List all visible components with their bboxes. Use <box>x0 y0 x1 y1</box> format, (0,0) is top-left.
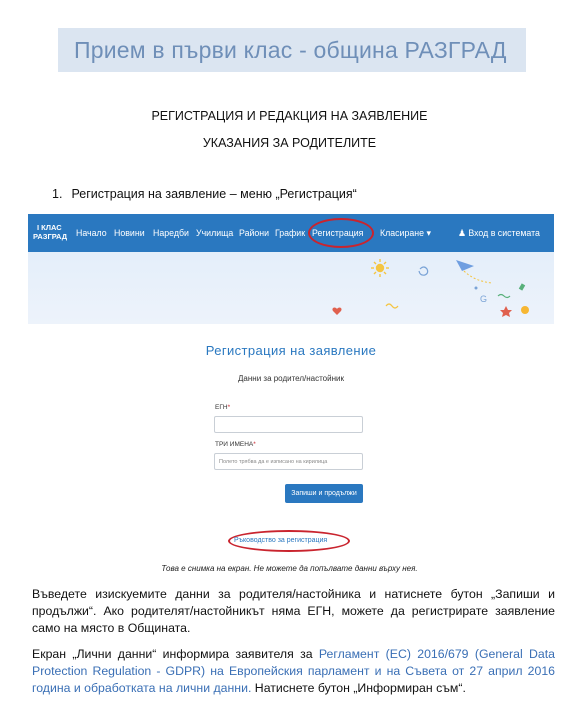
form-subtitle: Данни за родител/настойник <box>238 374 344 383</box>
logo-line-2: РАЗГРАД <box>33 232 68 241</box>
paper-plane-icon <box>456 260 474 271</box>
save-continue-button[interactable]: Запиши и продължи <box>285 484 363 503</box>
section-1-heading <box>52 187 357 201</box>
sun-icon <box>371 259 389 277</box>
form-title: Регистрация на заявление <box>205 343 377 358</box>
paragraph-instructions: Въведете изискуемите данни за родителя/настойника и натиснете бутон „Запиши и продължи“. Ако родителят/настойникът няма ЕГН, можете да регистрирате заявление само на място в Общината. <box>32 587 555 635</box>
nav-schedule[interactable]: График <box>275 228 306 238</box>
section-text: Регистрация на заявление – меню „Регистрация“ <box>71 187 357 201</box>
nav-districts[interactable]: Райони <box>239 228 270 238</box>
names-required-mark: * <box>253 441 256 448</box>
nav-schools[interactable]: Училища <box>196 228 234 238</box>
site-navbar <box>28 214 554 252</box>
nav-login[interactable] <box>458 228 540 239</box>
nav-regulations[interactable]: Наредби <box>153 228 189 238</box>
egn-input[interactable] <box>214 416 363 433</box>
paragraph-gdpr-intro: Екран „Лични данни“ информира заявителя за <box>32 647 319 661</box>
letter-g-icon: G <box>480 294 488 304</box>
egn-label-text: ЕГН <box>215 404 228 411</box>
egn-required-mark: * <box>227 404 231 411</box>
logo-line-1: I КЛАС <box>37 223 62 232</box>
nav-login-label: Вход в системата <box>468 228 540 238</box>
names-label <box>215 441 256 448</box>
names-input[interactable]: Полето трябва да е изписано на кирилица <box>214 453 363 470</box>
embedded-screenshot <box>28 214 554 560</box>
gdpr-regulation-link[interactable]: Регламент (ЕС) 2016/679 (General Data Protection Regulation - GDPR) на Европейския парламент и на Съвета от 27 април 2016 година и обработката на лични данни. <box>32 647 555 695</box>
heading-instructions: УКАЗАНИЯ ЗА РОДИТЕЛИТЕ <box>202 136 377 150</box>
smiley-icon <box>521 306 529 314</box>
nav-news[interactable]: Новини <box>114 228 145 238</box>
highlight-ellipse-registration <box>308 218 374 248</box>
section-number: 1. <box>52 187 63 201</box>
hero-banner <box>28 252 554 324</box>
hero-decorations <box>28 252 554 324</box>
user-icon: ♟ <box>458 228 466 238</box>
nav-registration[interactable]: Регистрация <box>312 228 364 238</box>
paragraph-gdpr <box>32 646 555 697</box>
names-label-text: ТРИ ИМЕНА <box>215 441 254 448</box>
nav-ranking[interactable]: Класиране ▾ <box>380 228 431 238</box>
star-icon <box>500 306 512 317</box>
screenshot-caption: Това е снимка на екран. Не можете да попълвате данни върху нея. <box>161 564 418 573</box>
egn-label <box>215 404 230 411</box>
nav-home[interactable]: Начало <box>76 228 107 238</box>
spiral-icon <box>419 267 428 275</box>
squiggle-icon <box>386 304 398 308</box>
heading-registration: РЕГИСТРАЦИЯ И РЕДАКЦИЯ НА ЗАЯВЛЕНИЕ <box>151 109 428 123</box>
heart-icon <box>332 308 341 315</box>
site-logo[interactable] <box>33 223 67 241</box>
registration-guide-link[interactable]: Ръководство за регистрация <box>234 537 328 544</box>
document-title: Прием в първи клас - община РАЗГРАД <box>58 28 526 72</box>
paragraph-gdpr-outro: Натиснете бутон „Информиран съм“. <box>251 681 466 695</box>
